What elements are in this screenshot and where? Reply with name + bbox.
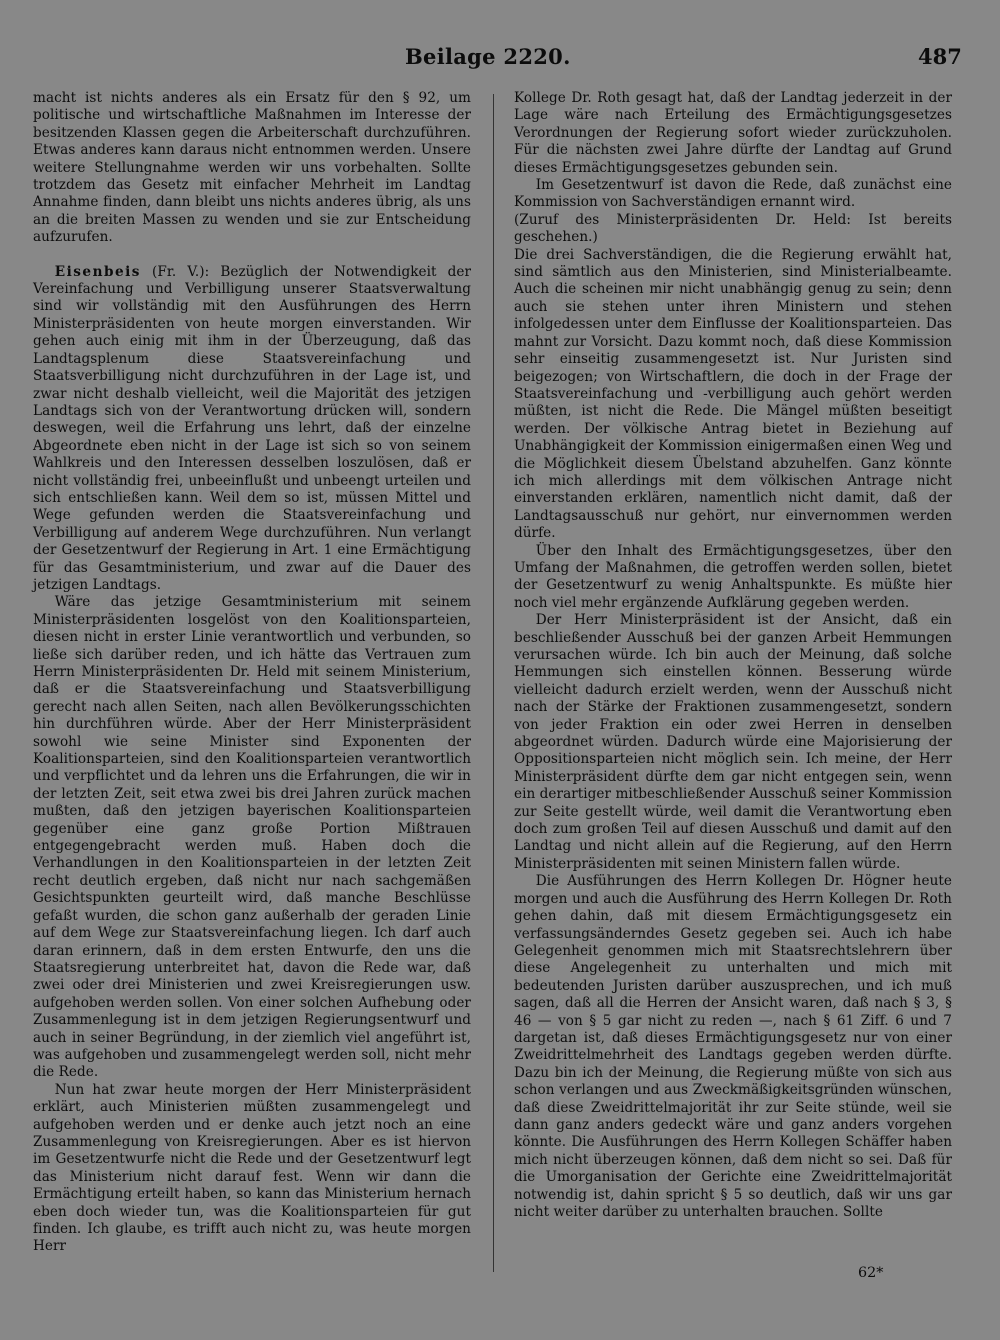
right-paragraph-4: Über den Inhalt des Ermächtigungsgesetzes, über den Umfang der Maßnahmen, die getroffen werden sollen, bietet der Gesetzentwurf zu wenig Anhaltspunkte. Es müßte hier noch viel mehr ergänzende Aufklärung gegeben werden. — [514, 542, 952, 611]
speaker-name: Eisenbeis — [54, 263, 141, 280]
speech-text: Bezüglich der Notwendigkeit der Vereinfachung und Verbilligung unserer Staatsverwaltung sind wir vollständig mit den Ausführungen des Herrn Ministerpräsidenten von heute morgen einverstanden. Wir gehen auch einig mit ihm in der Überzeugung, daß das Landtagsplenum diese Staatsvereinfachung und Staatsverbilligung nicht durchzuführen in der Lage ist, und zwar nicht deshalb vielleicht, weil die Majorität des jetzigen Landtags sich von der Verantwortung drücken will, sondern deswegen, weil die Erfahrung uns lehrt, daß der einzelne Abgeordnete eben nicht in der Lage ist sich so von seinem Wahlkreis und den Interessen desselben loszulösen, daß er nicht vollständig frei, unbeeinflußt und unbeengt urteilen und sich entschließen kann. Weil dem so ist, müssen Mittel und Wege gefunden werden die Staatsvereinfachung und Verbilligung auf anderem Wege durchzuführen. Nun verlangt der Gesetzentwurf der Regierung in Art. 1 eine Ermächtigung für das Gesamtministerium, und zwar auf die Dauer des jetzigen Landtags. — [33, 263, 472, 593]
right-paragraph-3: Die drei Sachverständigen, die die Regierung erwählt hat, sind sämtlich aus den Ministerien, sind Ministerialbeamte. Auch die scheinen mir nicht unabhängig genug zu sein; denn auch sie stehen unter ihren Ministern und stehen infolgedessen unter dem Einflusse der Koalitionsparteien. Das mahnt zur Vorsicht. Dazu kommt noch, daß diese Kommission sehr einseitig zusammengesetzt ist. Nur Juristen sind beigezogen; von Wirtschaftlern, die doch in der Frage der Staatsvereinfachung und -verbilligung auch gehört werden müßten, ist nicht die Rede. Die Mängel müßten beseitigt werden. Der völkische Antrag bietet in Beziehung auf Unabhängigkeit der Kommission einigermaßen einen Weg und die Möglichkeit diesem Übelstand abzuhelfen. Ganz könnte ich mich allerdings mit dem völkischen Antrage nicht einverstanden erklären, namentlich nicht damit, daß der Landtagsausschuß nur gehört, nur einvernommen werden dürfe. — [514, 246, 952, 542]
signature-mark: 62* — [858, 1265, 884, 1281]
interjection: (Zuruf des Ministerpräsidenten Dr. Held: Ist bereits geschehen.) — [514, 211, 952, 246]
left-paragraph-4: Nun hat zwar heute morgen der Herr Ministerpräsident erklärt, auch Ministerien müßten zusammengelegt und aufgehoben werden und er denke auch jetzt noch an eine Zusammenlegung von Kreisregierungen. Aber es ist hiervon im Gesetzentwurfe nicht die Rede und der Gesetzentwurf legt das Ministerium nicht darauf fest. Wenn wir dann die Ermächtigung erteilt haben, so kann das Ministerium hernach eben doch wieder tun, was die Koalitionsparteien für gut finden. Ich glaube, es trifft auch nicht zu, was heute morgen Herr — [33, 1081, 471, 1255]
right-paragraph-2: Im Gesetzentwurf ist davon die Rede, daß zunächst eine Kommission von Sachverständigen ernannt wird. — [514, 177, 952, 211]
right-paragraph-6: Die Ausführungen des Herrn Kollegen Dr. Högner heute morgen und auch die Ausführung des Herrn Kollegen Dr. Roth gehen dahin, daß mit diesem Ermächtigungsgesetz ein verfassungsänderndes Gesetz gegeben sei. Auch ich habe Gelegenheit genommen mich mit Staatsrechtslehrern über diese Angelegenheit zu unterhalten und mich mit bedeutenden Juristen darüber auszusprechen, und ich muß sagen, daß all die Herren der Ansicht waren, daß nach § 3, § 46 — von § 5 gar nicht zu reden —, nach § 61 Ziff. 6 und 7 dargetan ist, daß dieses Ermächtigungsgesetz nur von einer Zweidrittelmehrheit des Landtags gegeben werden dürfte. Dazu bin ich der Meinung, die Regierung müßte von sich aus schon verlangen und aus Zweckmäßigkeitsgründen wünschen, daß diese Zweidrittelmajorität ihr zur Seite stünde, weil sie dann ganz anders gedeckt wäre und ganz anders vorgehen könnte. Die Ausführungen des Herrn Kollegen Schäffer haben mich nicht überzeugen können, daß dem nicht so sei. Daß für die Umorganisation der Gerichte eine Zweidrittelmajorität notwendig ist, dahin spricht § 5 so deutlich, daß wir uns gar nicht weiter darüber zu unterhalten brauchen. Sollte — [514, 873, 952, 1220]
right-column — [514, 90, 952, 1221]
right-paragraph-1: Kollege Dr. Roth gesagt hat, daß der Landtag jederzeit in der Lage wäre nach Erteilung des Ermächtigungsgesetzes Verordnungen der Regierung sofort wieder zurückzuholen. Für die nächsten zwei Jahre dürfte der Landtag auf Grund dieses Ermächtigungsgesetzes gebunden sein. — [514, 90, 952, 176]
supplement-title: Beilage 2220. — [405, 44, 571, 69]
page-number: 487 — [918, 44, 962, 69]
left-paragraph-2 — [33, 264, 471, 595]
left-column — [33, 90, 471, 1256]
right-paragraph-5: Der Herr Ministerpräsident ist der Ansicht, daß ein beschließender Ausschuß bei der ganzen Arbeit Hemmungen verursachen würde. Ich bin auch der Meinung, daß solche Hemmungen sich einstellen können. Besserung würde vielleicht dadurch erzielt werden, wenn der Ausschuß nicht nach der Stärke der Fraktionen zusammengesetzt, sondern von jeder Fraktion ein oder zwei Herren in denselben abgeordnet würden. Dadurch würde eine Majorisierung der Oppositionsparteien nicht möglich sein. Ich meine, der Herr Ministerpräsident dürfte dem gar nicht entgegen sein, wenn ein derartiger mitbeschließender Ausschuß seiner Kommission zur Seite gestellt würde, weil damit die Verantwortung eben doch zum großen Teil auf diesen Ausschuß und damit auf den Landtag und nicht allein auf die Regierung, auf den Herrn Ministerpräsidenten mit seinen Ministern fallen würde. — [514, 612, 952, 872]
speaker-party: (Fr. V.): — [140, 263, 221, 280]
left-paragraph-3: Wäre das jetzige Gesamtministerium mit seinem Ministerpräsidenten losgelöst von den Koalitionsparteien, diesen nicht in erster Linie verantwortlich und verbunden, so ließe sich darüber reden, und ich hätte das Vertrauen zum Herrn Ministerpräsidenten Dr. Held mit seinem Ministerium, daß er die Staatsvereinfachung und Staatsverbilligung gerecht nach allen Seiten, nach allen Bevölkerungsschichten hin durchführen würde. Aber der Herr Ministerpräsident sowohl wie seine Minister sind Exponenten der Koalitionsparteien, sind den Koalitionsparteien verantwortlich und verpflichtet und da lehren uns die Erfahrungen, die wir in der letzten Zeit, seit etwa zwei bis drei Jahren zurück machen mußten, daß den jetzigen bayerischen Koalitionsparteien gegenüber eine ganz große Portion Mißtrauen entgegengebracht werden muß. Haben doch die Verhandlungen in den Koalitionsparteien in der letzten Zeit recht deutlich ergeben, daß nicht nur nach sachgemäßen Gesichtspunkten geurteilt wird, daß manche Beschlüsse gefaßt wurden, die schon ganz außerhalb der geraden Linie auf dem Wege zur Staatsvereinfachung liegen. Ich darf auch daran erinnern, daß in dem ersten Entwurfe, den uns die Staatsregierung unterbreitet hat, davon die Rede war, daß zwei oder drei Ministerien und zwei Kreisregierungen usw. aufgehoben werden sollen. Von einer solchen Aufhebung oder Zusammenlegung ist in dem jetzigen Regierungsentwurf und auch in seiner Begründung, in der ziemlich viel angeführt ist, was aufgehoben und zusammengelegt werden soll, nicht mehr die Rede. — [33, 594, 471, 1081]
page-header — [0, 44, 1000, 74]
left-paragraph-1: macht ist nichts anderes als ein Ersatz für den § 92, um politische und wirtschaftliche Maßnahmen im Interesse der besitzenden Klassen gegen die Arbeiterschaft durchzuführen. Etwas anderes kann daraus nicht entnommen werden. Unsere weitere Stellungnahme werden wir uns vorbehalten. Sollte trotzdem das Gesetz mit einfacher Mehrheit im Landtag Annahme finden, dann bleibt uns nichts anderes übrig, als uns an die breiten Massen zu wenden und sie zur Entscheidung aufzurufen. — [33, 90, 471, 246]
column-divider — [493, 94, 494, 1272]
